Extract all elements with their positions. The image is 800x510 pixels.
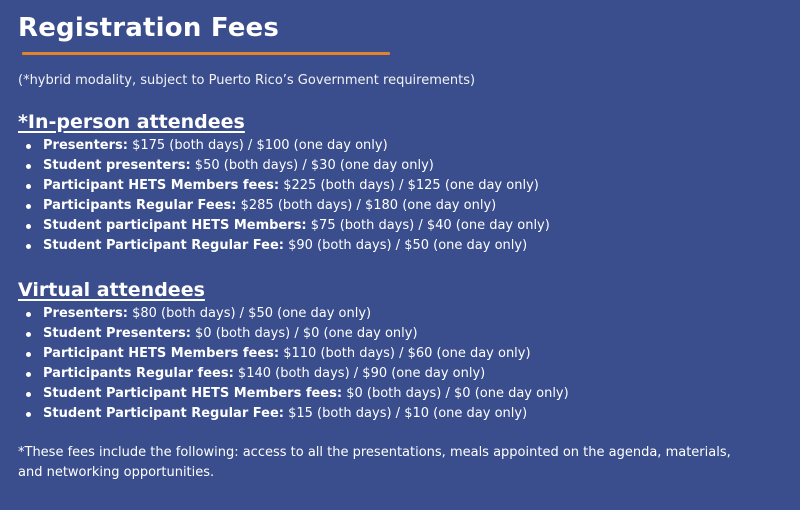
fee-value: $0 (both days) / $0 (one day only) (342, 386, 569, 401)
fee-item-student-participant-hets (18, 216, 782, 236)
fee-value: $225 (both days) / $125 (one day only) (279, 178, 539, 193)
fee-value: $15 (both days) / $10 (one day only) (283, 406, 528, 421)
bullet-icon (26, 224, 31, 229)
fee-label: Student presenters: (43, 158, 191, 173)
fee-item-participants-regular (18, 364, 782, 384)
bullet-icon (26, 412, 31, 417)
fee-item-student-presenters (18, 324, 782, 344)
bullet-icon (26, 312, 31, 317)
bullet-icon (26, 164, 31, 169)
fee-label: Presenters: (43, 306, 128, 321)
fee-value: $285 (both days) / $180 (one day only) (236, 198, 497, 213)
fee-label: Student Participant Regular Fee: (43, 238, 284, 253)
fee-value: $75 (both days) / $40 (one day only) (306, 218, 550, 233)
bullet-icon (26, 332, 31, 337)
fee-label: Participants Regular Fees: (43, 198, 237, 213)
fee-label: Participant HETS Members fees: (43, 346, 280, 361)
in-person-fee-list (18, 136, 782, 256)
bullet-icon (26, 392, 31, 397)
fee-item-student-participant-hets (18, 384, 782, 404)
bullet-icon (26, 352, 31, 357)
fee-item-student-participant-regular (18, 236, 782, 256)
fees-footnote: *These fees include the following: access to all the presentations, meals appointed on the agenda, materials, and networking opportunities. (18, 445, 731, 480)
fee-value: $140 (both days) / $90 (one day only) (233, 366, 486, 381)
fee-item-participant-hets-members (18, 344, 782, 364)
fee-item-presenters (18, 136, 782, 156)
fee-label: Student Participant Regular Fee: (43, 406, 284, 421)
fee-value: $80 (both days) / $50 (one day only) (127, 306, 372, 321)
fee-label: Presenters: (43, 138, 128, 153)
bullet-icon (26, 144, 31, 149)
fee-label: Participant HETS Members fees: (43, 178, 280, 193)
bullet-icon (26, 244, 31, 249)
fee-label: Student Participant HETS Members fees: (43, 386, 343, 401)
fee-item-student-presenters (18, 156, 782, 176)
in-person-heading: *In-person attendees (18, 111, 245, 133)
fee-label: Student participant HETS Members: (43, 218, 307, 233)
hybrid-modality-note: (*hybrid modality, subject to Puerto Rico’s Government requirements) (18, 73, 476, 88)
bullet-icon (26, 372, 31, 377)
fee-value: $0 (both days) / $0 (one day only) (190, 326, 418, 341)
bullet-icon (26, 204, 31, 209)
page-title: Registration Fees (18, 13, 280, 43)
fee-item-participants-regular (18, 196, 782, 216)
fee-item-participant-hets-members (18, 176, 782, 196)
virtual-fee-list (18, 304, 782, 424)
fee-label: Participants Regular fees: (43, 366, 234, 381)
fee-value: $110 (both days) / $60 (one day only) (279, 346, 531, 361)
bullet-icon (26, 184, 31, 189)
fee-item-presenters (18, 304, 782, 324)
virtual-heading: Virtual attendees (18, 279, 205, 301)
title-underline (22, 52, 390, 55)
fee-value: $175 (both days) / $100 (one day only) (127, 138, 388, 153)
fee-value: $50 (both days) / $30 (one day only) (190, 158, 434, 173)
fee-label: Student Presenters: (43, 326, 191, 341)
fee-item-student-participant-regular (18, 404, 782, 424)
fee-value: $90 (both days) / $50 (one day only) (283, 238, 528, 253)
